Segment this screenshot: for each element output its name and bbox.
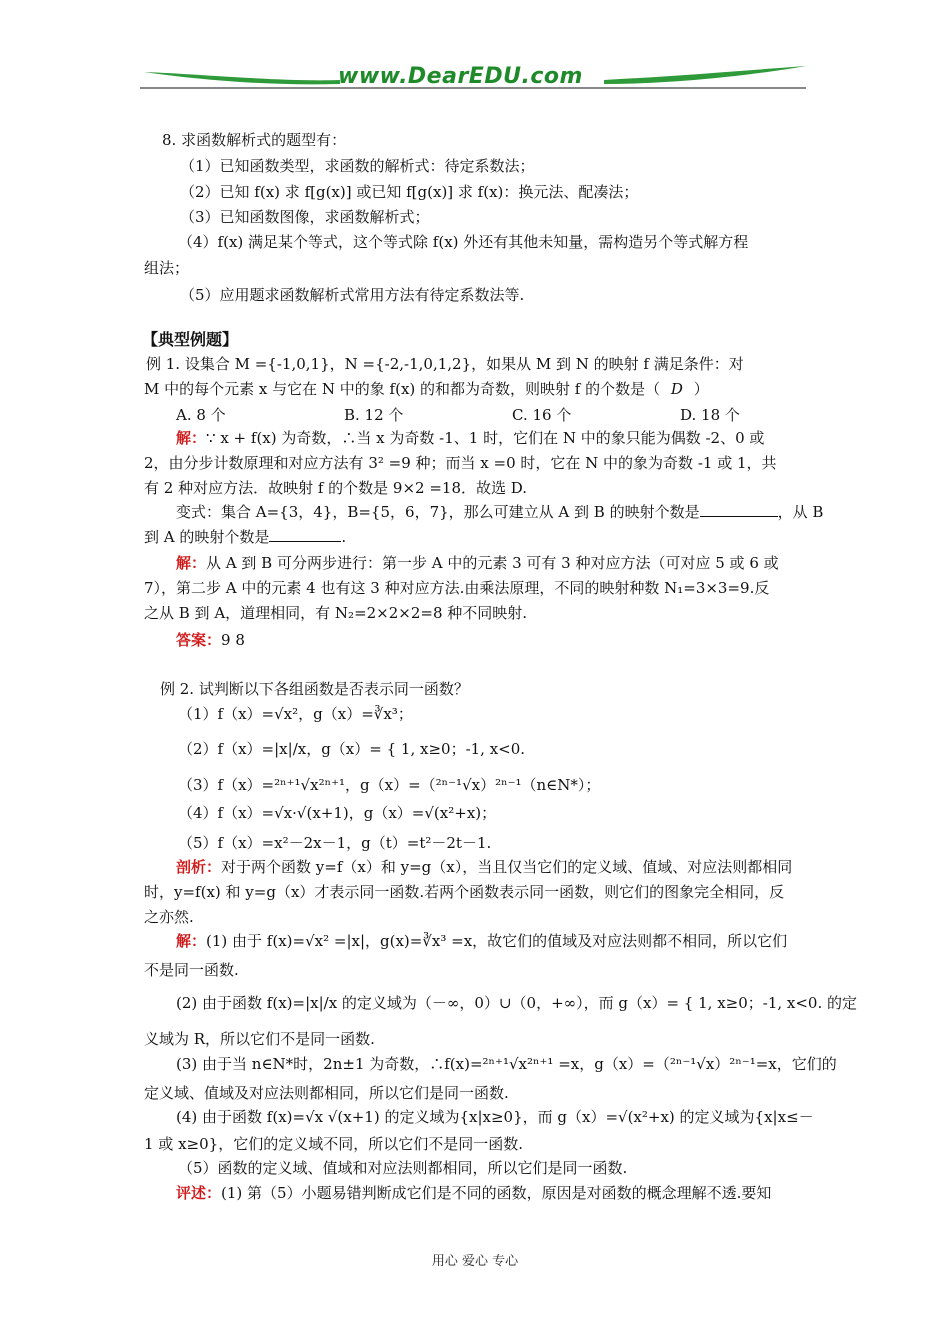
ex1-variant-solution-line-3: 之从 B 到 A，道理相同，有 N₂=2×2×2=8 种不同映射. — [144, 604, 528, 622]
ex2-solution-1-cont: 不是同一函数. — [144, 961, 239, 979]
ex2-pair-1: （1）f（x）=√x²，g（x）=∛x³； — [178, 705, 413, 723]
ex2-analysis-line-1 — [176, 857, 792, 877]
section-8-title: 8. 求函数解析式的题型有： — [162, 131, 347, 149]
ex2-review-line-1 — [176, 1183, 771, 1203]
ex2-solution-1-text: (1) 由于 f(x)=√x² =|x|，g(x)=∛x³ =x，故它们的值域及对应法则都不相同，所以它们 — [206, 932, 788, 950]
ex2-analysis-label: 剖析： — [176, 858, 222, 876]
section-8-item-3: （3）已知函数图像，求函数解析式； — [180, 208, 430, 226]
ex2-analysis-line-2: 时，y=f(x) 和 y=g（x）才表示同一函数.若两个函数表示同一函数，则它们的图象完全相同，反 — [144, 883, 785, 901]
ex2-analysis-line-3: 之亦然. — [144, 908, 194, 926]
section-8-item-4: （4）f(x) 满足某个等式，这个等式除 f(x) 外还有其他未知量，需构造另个等式解方程 — [178, 233, 749, 251]
ex1-solution-line-1 — [176, 428, 764, 448]
ex2-pair-5: （5）f（x）=x²－2x－1，g（t）=t²－2t－1. — [178, 834, 492, 852]
ex2-review-text: (1) 第（5）小题易错判断成它们是不同的函数，原因是对函数的概念理解不透.要知 — [221, 1184, 772, 1202]
ex1-answer-line — [176, 630, 245, 650]
ex2-solution-label: 解： — [176, 932, 207, 950]
section-8-item-2: （2）已知 f(x) 求 f[g(x)] 或已知 f[g(x)] 求 f(x)：换元法、配凑法； — [180, 183, 639, 201]
ex1-variant-text-b: ，从 B — [777, 503, 824, 521]
ex1-option-b: B. 12 个 — [344, 406, 404, 424]
ex2-solution-4-cont: 1 或 x≥0}，它们的定义域不同，所以它们不是同一函数. — [144, 1135, 523, 1153]
answer-blank-1[interactable] — [700, 502, 778, 517]
section-8-item-4-cont: 组法； — [144, 259, 190, 277]
site-logo[interactable]: www.DearEDU.com — [338, 64, 583, 89]
section-8-item-1: （1）已知函数类型，求函数的解析式：待定系数法； — [180, 157, 535, 175]
page-footer: 用心 爱心 专心 — [431, 1254, 519, 1269]
ex2-review-label: 评述： — [176, 1184, 222, 1202]
ex1-variant-text: 变式：集合 A={3，4}，B={5，6，7}，那么可建立从 A 到 B 的映射个数是 — [176, 503, 700, 521]
ex1-option-a: A. 8 个 — [176, 406, 226, 424]
ex1-variant-line-1 — [176, 502, 823, 522]
ex1-answer-choice: D — [670, 380, 683, 398]
ex1-question-line-1: 例 1. 设集合 M ={-1,0,1}，N ={-2,-1,0,1,2}，如果从 M 到 N 的映射 f 满足条件：对 — [146, 355, 744, 373]
ex2-solution-1 — [176, 931, 787, 951]
ex1-option-d: D. 18 个 — [680, 406, 740, 424]
ex1-solution-text: ∵ x + f(x) 为奇数，∴当 x 为奇数 -1、1 时，它们在 N 中的象只能为偶数 -2、0 或 — [206, 429, 765, 447]
ex1-variant-solution-text: 从 A 到 B 可分两步进行：第一步 A 中的元素 3 可有 3 种对应方法（可对应 5 或 6 或 — [206, 554, 779, 572]
ex2-solution-2-cont: 义域为 R，所以它们不是同一函数. — [144, 1030, 375, 1048]
ex1-option-c: C. 16 个 — [512, 406, 572, 424]
ex2-solution-3: (3) 由于当 n∈N*时，2n±1 为奇数，∴f(x)=²ⁿ⁺¹√x²ⁿ⁺¹ =x，g（x）=（²ⁿ⁻¹√x）²ⁿ⁻¹=x，它们的 — [176, 1055, 837, 1073]
ex1-question-close: ） — [693, 380, 709, 398]
ex2-pair-2: （2）f（x）=|x|/x，g（x）= { 1, x≥0；-1, x<0. — [178, 740, 526, 758]
ex2-pair-3: （3）f（x）=²ⁿ⁺¹√x²ⁿ⁺¹，g（x）=（²ⁿ⁻¹√x）²ⁿ⁻¹（n∈N*）； — [178, 776, 601, 794]
ex2-solution-3-cont: 定义域、值域及对应法则都相同，所以它们是同一函数. — [144, 1084, 509, 1102]
section-8-item-5: （5）应用题求函数解析式常用方法有待定系数法等. — [180, 286, 525, 304]
ex1-variant-text-2: 到 A 的映射个数是 — [144, 528, 270, 546]
ex1-answer-label: 答案： — [176, 631, 222, 649]
ex2-solution-2: (2) 由于函数 f(x)=|x|/x 的定义域为（－∞，0）∪（0，+∞），而 g（x）= { 1, x≥0；-1, x<0. 的定 — [176, 994, 858, 1012]
ex2-question: 例 2. 试判断以下各组函数是否表示同一函数？ — [160, 680, 469, 698]
ex1-variant-solution-line-2: 7），第二步 A 中的元素 4 也有这 3 种对应方法.由乘法原理，不同的映射种数 N₁=3×3=9.反 — [144, 579, 770, 597]
ex1-solution-label: 解： — [176, 429, 207, 447]
ex1-answer-values: 9 8 — [221, 631, 245, 649]
ex1-solution-line-2: 2，由分步计数原理和对应方法有 3² =9 种；而当 x =0 时，它在 N 中的象为奇数 -1 或 1，共 — [144, 454, 777, 472]
ex1-variant-solution-line-1 — [176, 553, 779, 573]
examples-heading: 【典型例题】 — [142, 330, 239, 349]
ex2-analysis-text: 对于两个函数 y=f（x）和 y=g（x），当且仅当它们的定义域、值域、对应法则都相同 — [221, 858, 793, 876]
ex1-variant-line-2 — [144, 527, 346, 547]
ex1-solution-line-3: 有 2 种对应方法．故映射 f 的个数是 9×2 =18．故选 D. — [144, 479, 528, 497]
answer-blank-2[interactable] — [269, 527, 341, 542]
ex2-solution-4: (4) 由于函数 f(x)=√x √(x+1) 的定义域为{x|x≥0}，而 g（x）=√(x²+x) 的定义域为{x|x≤－ — [176, 1108, 814, 1126]
ex1-variant-solution-label: 解： — [176, 554, 207, 572]
ex1-question-line-2 — [144, 379, 709, 399]
ex1-question-text: M 中的每个元素 x 与它在 N 中的象 f(x) 的和都为奇数，则映射 f 的个数是（ — [144, 380, 661, 398]
ex1-variant-end: . — [341, 528, 347, 546]
ex2-solution-5: （5）函数的定义域、值域和对应法则都相同，所以它们是同一函数. — [178, 1159, 628, 1177]
ex2-pair-4: （4）f（x）=√x·√(x+1)，g（x）=√(x²+x)； — [178, 804, 497, 822]
